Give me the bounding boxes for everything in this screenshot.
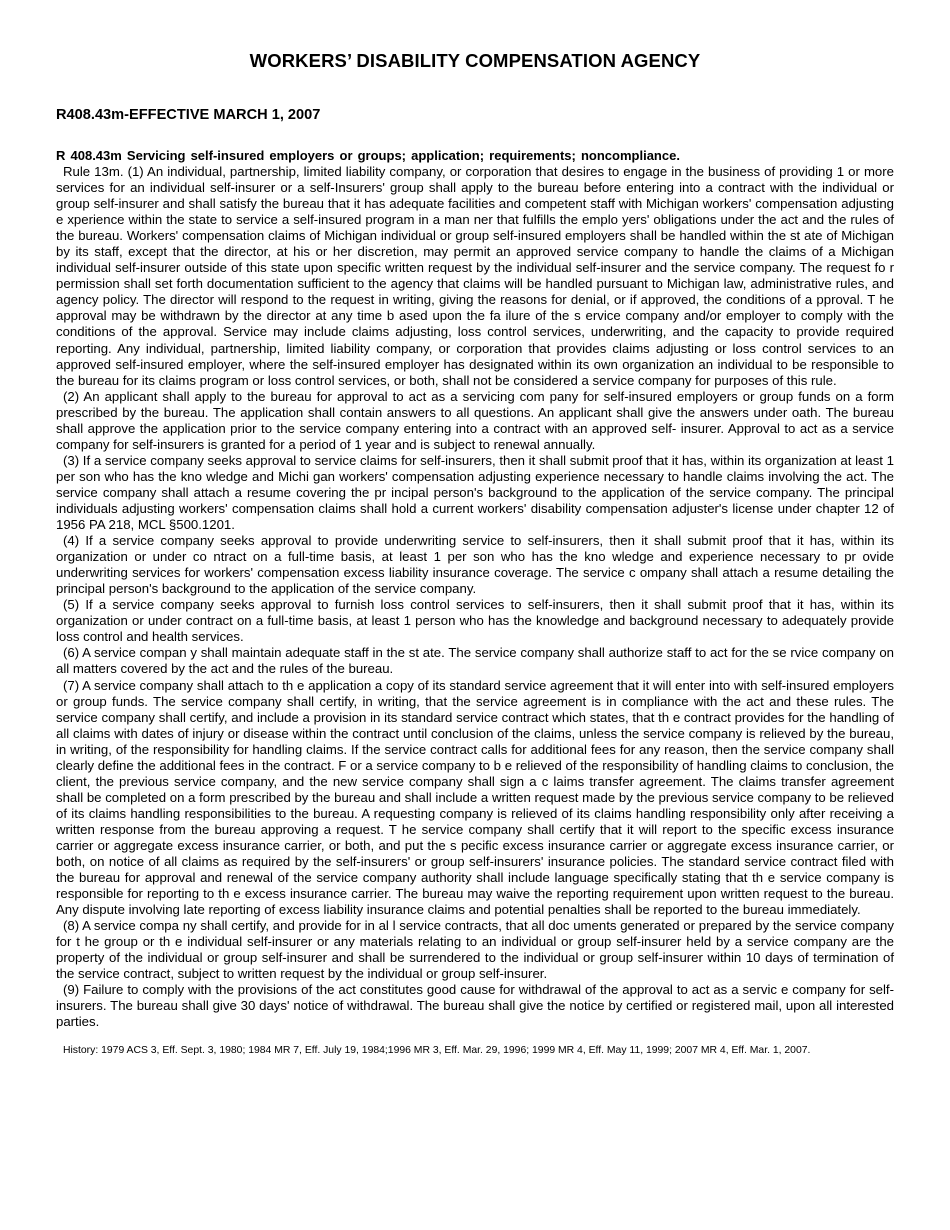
rule-title: R 408.43m Servicing self-insured employers or groups; application; requirements; noncompliance.: [56, 148, 680, 163]
rule-heading: R408.43m-EFFECTIVE MARCH 1, 2007: [56, 107, 321, 123]
document-page: [56, 0, 894, 1058]
rule-paragraph-6: (6) A service compan y shall maintain adequate staff in the st ate. The service company shall authorize staff to act for the se rvice company on all matters covered by the act and the rules of the bureau.: [56, 645, 894, 677]
rule-paragraph-3: (3) If a service company seeks approval to service claims for self-insurers, then it shall submit proof that it has, within its organization at least 1 per son who has the kno wledge and Michi gan workers' compensation adjusting experience necessary to handle claims involving the act. The service company shall attach a resume covering the pr incipal person's background to the application of the service company. The principal individuals adjusting workers' compensation claims shall hold a current workers' disability compensation adjuster's license under chapter 12 of 1956 PA 218, MCL §500.1201.: [56, 452, 894, 533]
agency-title: WORKERS’ DISABILITY COMPENSATION AGENCY: [249, 50, 701, 71]
history-note: History: 1979 ACS 3, Eff. Sept. 3, 1980; 1984 MR 7, Eff. July 19, 1984;1996 MR 3, Eff. Mar. 29, 1996; 1999 MR 4, Eff. May 11, 1999; 2007 MR 4, Eff. Mar. 1, 2007.: [63, 1044, 811, 1056]
rule-paragraph-9: (9) Failure to comply with the provisions of the act constitutes good cause for withdrawal of the approval to act as a servic e company for self-insurers. The bureau shall give 30 days' notice of withdrawal. The bureau shall give the notice by certified or registered mail, upon all interested parties.: [56, 982, 894, 1030]
rule-paragraph-8: (8) A service compa ny shall certify, and provide for in al l service contracts, that all doc uments generated or prepared by the service company for t he group or th e individual self-insurer or any materials relating to an individual or group self-insurer held by a service company are the property of the individual or group self-insurer and shall be surrendered to the individual or group self-insurer within 10 days of termination of the service contract, subject to written request by the individual or group self-insurer.: [56, 918, 894, 982]
rule-paragraph-2: (2) An applicant shall apply to the bureau for approval to act as a servicing com pany for self-insured employers or group funds on a form prescribed by the bureau. The application shall contain answers to all questions. An applicant shall give the answers under oath. The bureau shall approve the application prior to the service company entering into a contract with an approved self- insurer. Approval to act as a service company for self-insurers is granted for a period of 1 year and is subject to renewal annually.: [56, 388, 894, 452]
rule-paragraph-1: Rule 13m. (1) An individual, partnership, limited liability company, or corporation that desires to engage in the business of providing 1 or more services for an individual self-insurer or a self-Insurers' group shall apply to the bureau before entering into a contract with the individual or group self-insurer and shall satisfy the bureau that it has adequate facilities and competent staff with Michigan workers' compensation adjusting e xperience within the state to service a self-insured program in a man ner that fulfills the emplo yers' obligations under the act and the rules of the bureau. Workers' compensation claims of Michigan individual or group self-insured employers shall be handled within the st ate of Michigan by its staff, except that the director, at his or her discretion, may permit an approved service company to handle the claims of a Michigan individual self-insurer outside of this state upon specific written request by the individual self-insurer and the service company. The request fo r permission shall set forth documentation sufficient to the agency that claims will be handled pursuant to Michigan law, administrative rules, and agency policy. The director will respond to the request in writing, giving the reasons for denial, or if approved, the conditions of a pproval. T he approval may be withdrawn by the director at any time b ased upon the fa ilure of the s ervice company and/or employer to comply with the conditions of the approval. Service may include claims adjusting, loss control services, underwriting, and the capacity to provide required reporting. Any individual, partnership, limited liability company, or corporation that provides claims adjusting or loss control services to an approved self-insured employer, where the self-insured employer has designated within its own organization an individual to be responsible to the bureau for its claims program or loss control services, or both, shall not be considered a service company for purposes of this rule.: [56, 164, 894, 388]
rule-paragraph-7: (7) A service company shall attach to th e application a copy of its standard service agreement that it will enter into with self-insured employers or group funds. The service company shall certify, in writing, that the service agreement is in compliance with the act and these rules. The service company shall certify, and include a provision in its standard service contract which states, that th e contract provides for the handling of all claims with dates of injury or disease within the contract until conclusion of the claims, unless the service company is relieved by the bureau, in writing, of the responsibility for handling claims. If the service contract calls for additional fees for any reason, then the service company shall clearly define the additional fees in the contract. F or a service company to b e relieved of the responsibility of handling claims to conclusion, the client, the previous service company, and the new service company shall sign a c laims transfer agreement. The claims transfer agreement shall be completed on a form prescribed by the bureau and shall include a written request made by the previous service company to be relieved of its claims handling responsibilities to the bureau. A requesting company is relieved of its claims handling responsibility only after receiving a written response from the bureau approving a request. T he service company shall certify that it will report to the specific excess insurance carrier or aggregate excess insurance carrier, or both, and put the s pecific excess insurance carrier or aggregate excess insurance carrier, or both, on notice of all claims as required by the self-insurers' or group self-insurers' insurance policies. The standard service contract filed with the bureau for approval and renewal of the service company authority shall include language specifically stating that th e service company is responsible for reporting to th e excess insurance carrier. The bureau may waive the reporting requirement upon written request to the bureau. Any dispute involving late reporting of excess liability insurance claims and potential penalties shall be reported to the bureau immediately.: [56, 677, 894, 918]
rule-paragraph-4: (4) If a service company seeks approval to provide underwriting service to self-insurers, then it shall submit proof that it has, within its organization or under co ntract on a full-time basis, at least 1 per son who has the kno wledge and experience necessary to pr ovide underwriting services for workers' compensation excess liability insurance coverage. The service c ompany shall attach a resume detailing the principal person's background to the application of the service company.: [56, 533, 894, 597]
rule-paragraph-5: (5) If a service company seeks approval to furnish loss control services to self-insurers, then it shall submit proof that it has, within its organization or under contract on a full-time basis, at least 1 person who has the knowledge and background necessary to adequately provide loss control and health services.: [56, 597, 894, 645]
rule-body: [56, 164, 894, 1031]
